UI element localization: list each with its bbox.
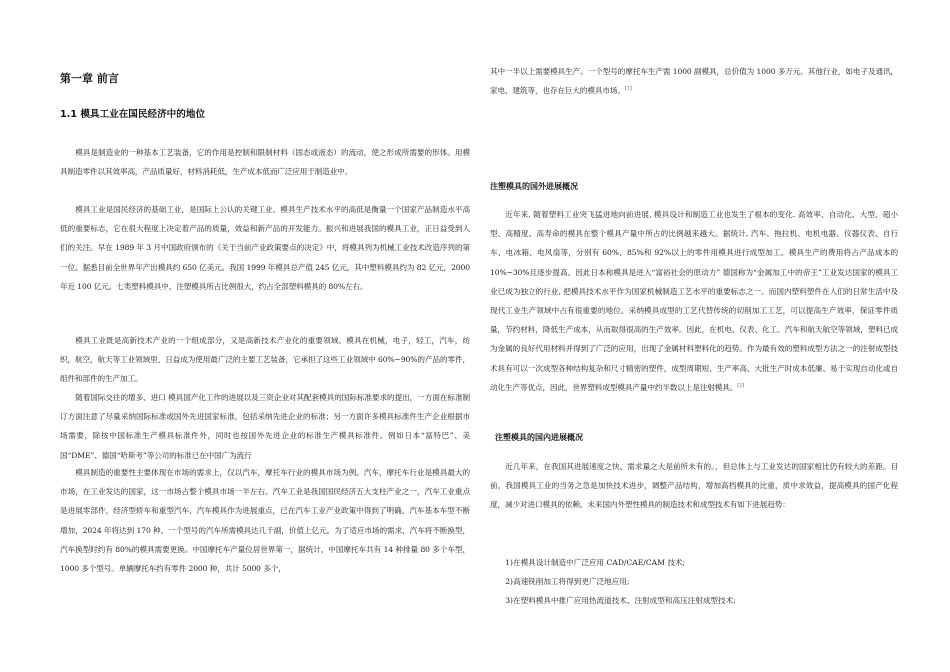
paragraph-standards: 随着国际交往的增多、进口 模具国产化工作的进展以及三资企业对其配套模具的国际标准要求的提出，一方面在标准制订方面注意了尽量采纳国际标准或国外先进国家标准，包括采纳先进企业的标准；另一方面许多模具标准件生产企业根据市场需要，除按中国标准生产模具标准件外，同时也按国外先进企业的标准生产模具标准件。例如日本“富特巴”、美国“DME”、德国“哈斯考”等公司的标准已在中国广为流行 bbox=[60, 393, 470, 460]
paragraph-high-tech: 模具工业既是高新技术产业的一个组成部分，又是高新技术产业化的重要领域。模具在机械，电子，轻工，汽车，纺织，航空，航天等工业领域里，日益成为使用最广泛的主要工艺装备，它承担了这些工业领域中 60%~90%的产品的零件，组件和部件的生产加工。 bbox=[60, 336, 470, 384]
foreign-progress-title: 注塑模具的国外进展概况 bbox=[490, 182, 578, 191]
list-item: 2)高速铣削加工将得到更广泛地应用; bbox=[505, 577, 630, 587]
reference-2: [2] bbox=[737, 382, 745, 389]
paragraph-continuation: 其中一半以上需要模具生产。一个型号的摩托车生产需 1000 副模具，总价值为 1000 多万元。其他行业，如电子及通讯，家电，建筑等，也存在巨大的模具市场。[1] bbox=[490, 67, 898, 96]
trend-list bbox=[490, 553, 898, 611]
paragraph-mold-industry: 模具工业是国民经济的基础工业，是国际上公认的关键工业。模具生产技术水平的高低是衡量一个国家产品制造水平高低的重要标志，它在很大程度上决定着产品的质量，效益和新产品的开发能力。振兴和进展我国的模具工业，正日益受到人们的关注。早在 1989 年 3 月中国政府颁布的《关于当前产业政策要点的决定》中，将模具列为机械工业技术改造序列的第一位。据悉目前全世界年产出模具约 650 亿美元。我国 1999 年模具总产值 245 亿元，其中塑料模具约为 82 亿元，2000 年近 100 亿元。七类塑料模具中，注塑模具所占比例很大，约占全部塑料模具的 80%左右。 bbox=[60, 205, 470, 291]
domestic-progress-title: 注塑模具的国内进展概况 bbox=[495, 433, 583, 442]
list-item: 1)在模具设计制造中广泛应用 CAD/CAE/CAM 技术; bbox=[505, 558, 686, 567]
reference-1: [1] bbox=[624, 85, 632, 92]
chapter-title: 第一章 前言 bbox=[60, 72, 119, 85]
paragraph-market-demand: 模具制造的重要性主要体现在市场的需求上，仅以汽车，摩托车行业的模具市场为例。汽车，摩托车行业是模具最大的市场，在工业发达的国家，这一市场占整个模具市场一半左右。汽车工业是我国国民经济五大支柱产业之一，汽车工业重点是进展零部件，经济型轿车和重型汽车，汽车模具作为进展重点，已在汽车工业产业政策中得到了明确。汽车基本车型不断增加，2024 年将达到 170 种。一个型号的汽车所需模具达几千副，价值上亿元。为了适应市场的需求，汽车将不断换型，汽车换型时约有 80%的模具需要更换。中国摩托车产量位居世界第一，据统计，中国摩托车共有 14 种排量 80 多个车型，1000 多个型号。单辆摩托车约有零件 2000 种，共计 5000 多个， bbox=[60, 468, 470, 574]
paragraph-mold-definition: 模具是制造业的一种基本工艺装备，它的作用是控制和限制材料（固态或液态）的流动，使之形成所需要的形体。用模具制造零件以其效率高，产品质量好，材料消耗低，生产成本低而广泛应用于制造业中。 bbox=[60, 148, 470, 177]
paragraph-foreign-progress: 近年来, 随着塑料工业突飞猛进地向前进展, 模具设计和制造工业也发生了根本的变化. 高效率、自动化、大型、超小型、高精度、高寿命的模具在整个模具产量中所占的比例越来越大。据统计, 汽车、拖拉机、电机电器、仪器仪表、自行车、电冰箱、电风扇等，分别有 60%、85%和 92%以上的零件用模具进行成型加工。模具生产的费用将占产品成本的 10%~30%且逐步提高。因此日本称模具是进入“富裕社会的原动力” 德国称为“金属加工中的帝王”工业发达国家的模具工业已成为独立的行业, 把模具技术水平作为国家机械制造工艺水平的重要标志之一。而国内塑料塑件在人们的日常生活中及现代工业生产领域中占有很重要的地位。采纳模具成型的工艺代替传统的切削加工工艺，可以提高生产效率，保证零件质量，节约材料，降低生产成本，从而取得很高的生产效率。因此，在机电、仪表、化工、汽车和航天航空等领域，塑料已成为金属的良好代用材料并得到了广泛的应用，出现了金属材料塑料化的趋势。作为最有效的塑料成型方法之一的注射成型技术具有可以一次成型各种结构复杂和尺寸精密的塑件，成型周期短、生产率高、大批生产时成本低廉、易于实现自动化或自动化生产等优点，因此，世界塑料成型模具产量中约半数以上是注射模具。[2] bbox=[490, 210, 898, 392]
paragraph-domestic-progress: 近几年来，在我国其进展速度之快、需求量之大是前所未有的。，但总体上与工业发达的国家相比仍有较大的差距。目前，我国模具工业的当务之急是加快技术进步，调整产品结构，增加高档模具的比重，质中求效益，提高模具的国产化程度，减少对进口模具的依赖。未来国内外塑性模具的制造技术和成型技术有如下进展趋势： bbox=[490, 462, 898, 510]
list-item: 3)在塑料模具中推广应用热流道技术、注射成型和高压注射成型技术; bbox=[505, 596, 736, 606]
section-title: 1.1 模具工业在国民经济中的地位 bbox=[60, 109, 206, 120]
